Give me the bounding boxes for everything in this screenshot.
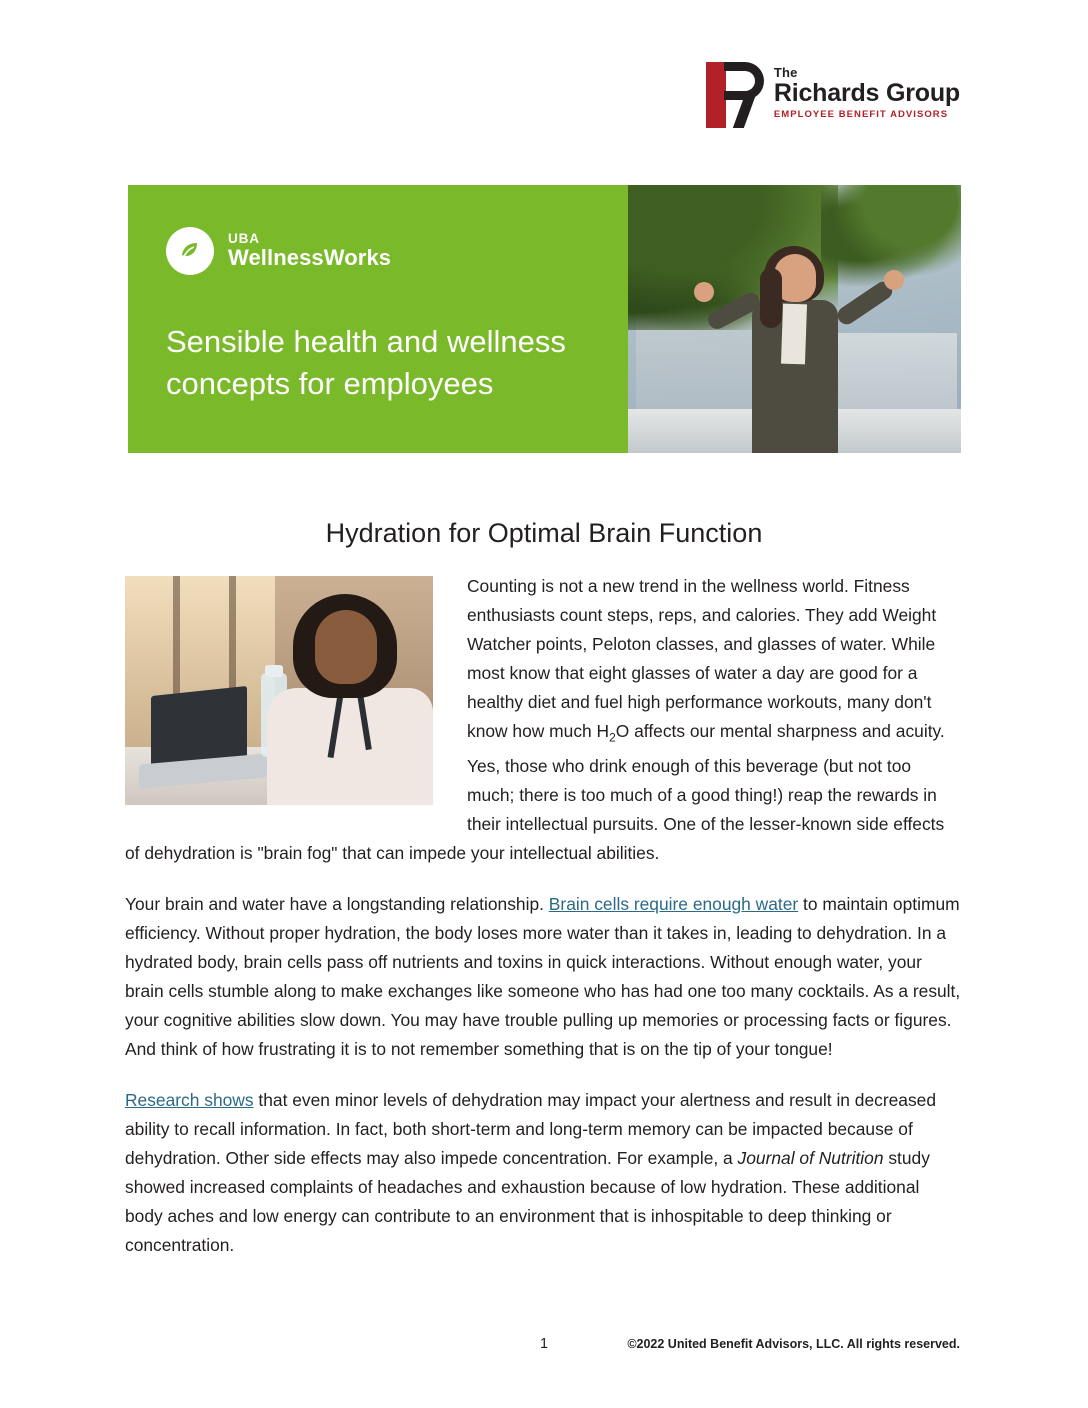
journal-title: Journal of Nutrition bbox=[737, 1148, 884, 1169]
paragraph-3 bbox=[125, 1086, 961, 1260]
page-number: 1 bbox=[539, 1336, 549, 1352]
paragraph-2 bbox=[125, 890, 961, 1064]
page-footer bbox=[0, 1336, 1088, 1356]
uba-abbrev: UBA bbox=[228, 231, 260, 247]
logo-the: The bbox=[773, 65, 798, 80]
hero-photo bbox=[628, 185, 961, 453]
uba-product-name: WellnessWorks bbox=[228, 245, 392, 271]
hero-banner bbox=[128, 185, 961, 453]
research-shows-link[interactable]: Research shows bbox=[125, 1090, 254, 1111]
person-shirt bbox=[781, 304, 807, 365]
logo-wordmark bbox=[774, 62, 960, 121]
logo-tagline: EMPLOYEE BENEFIT ADVISORS bbox=[773, 109, 949, 120]
paragraph-1-subscript: 2 bbox=[609, 730, 616, 745]
hero-photo-person bbox=[720, 238, 870, 453]
logo-name: Richards Group bbox=[773, 79, 960, 107]
copyright-notice: ©2022 United Benefit Advisors, LLC. All rights reserved. bbox=[627, 1337, 960, 1351]
uba-wordmark bbox=[228, 231, 391, 271]
r-monogram-icon bbox=[706, 62, 764, 128]
paragraph-3-part-a: that even minor levels of dehydration may impact your alertness and result in decreased ability to recall information. In fact, both short-term and long-term memory can be impacted because of dehydration. Other side effects may also impede concentration. For example, a bbox=[125, 1090, 937, 1169]
logo-bar bbox=[706, 62, 726, 128]
article-figure bbox=[125, 576, 433, 805]
figure-person-face bbox=[315, 610, 377, 684]
person-right-hand bbox=[884, 270, 904, 290]
leaf-icon bbox=[166, 227, 214, 275]
uba-lockup bbox=[166, 227, 628, 275]
person-left-hand bbox=[694, 282, 714, 302]
figure-person-body bbox=[267, 688, 433, 805]
figure-water-bottle-cap bbox=[265, 665, 283, 677]
article-body bbox=[125, 572, 961, 1282]
company-logo bbox=[706, 62, 960, 128]
brain-cells-link[interactable]: Brain cells require enough water bbox=[548, 894, 799, 915]
paragraph-3-part-b: study showed increased complaints of headaches and exhaustion because of low hydration. These additional body aches and low energy can contribute to an environment that is inhospitable to deep thinking or concentration. bbox=[125, 1148, 930, 1256]
page-title: Hydration for Optimal Brain Function bbox=[325, 518, 763, 549]
hero-headline bbox=[166, 321, 596, 405]
person-hair-side bbox=[760, 268, 782, 328]
hero-text-area bbox=[128, 185, 628, 453]
hero-headline-line1: Sensible health and wellness bbox=[166, 324, 566, 359]
paragraph-1-part-b: O affects our mental sharpness and acuity. Yes, those who drink enough of this beverage (but not too much; there is too much of a good thing!) reap the rewards in their intellectual pursuits. One of the lesser-known side effects of dehydration is "brain fog" that can impede your intellectual abilities. bbox=[125, 721, 945, 864]
hero-headline-line2: concepts for employees bbox=[166, 366, 494, 401]
paragraph-2-part-b: to maintain optimum efficiency. Without proper hydration, the body loses more water than it takes in, leading to dehydration. In a hydrated body, brain cells pass off nutrients and toxins in quick interactions. Without enough water, your brain cells stumble along to make exchanges like someone who has had one too many cocktails. As a result, your cognitive abilities slow down. You may have trouble pulling up memories or processing facts or figures. And think of how frustrating it is to not remember something that is on the tip of your tongue! bbox=[125, 894, 961, 1060]
paragraph-1-part-a: Counting is not a new trend in the wellness world. Fitness enthusiasts count steps, reps, and calories. They add Weight Watcher points, Peloton classes, and glasses of water. While most know that eight glasses of water a day are good for a healthy diet and fuel high performance workouts, many don't know how much H bbox=[467, 576, 937, 741]
paragraph-2-part-a: Your brain and water have a longstanding relationship. bbox=[125, 894, 549, 915]
